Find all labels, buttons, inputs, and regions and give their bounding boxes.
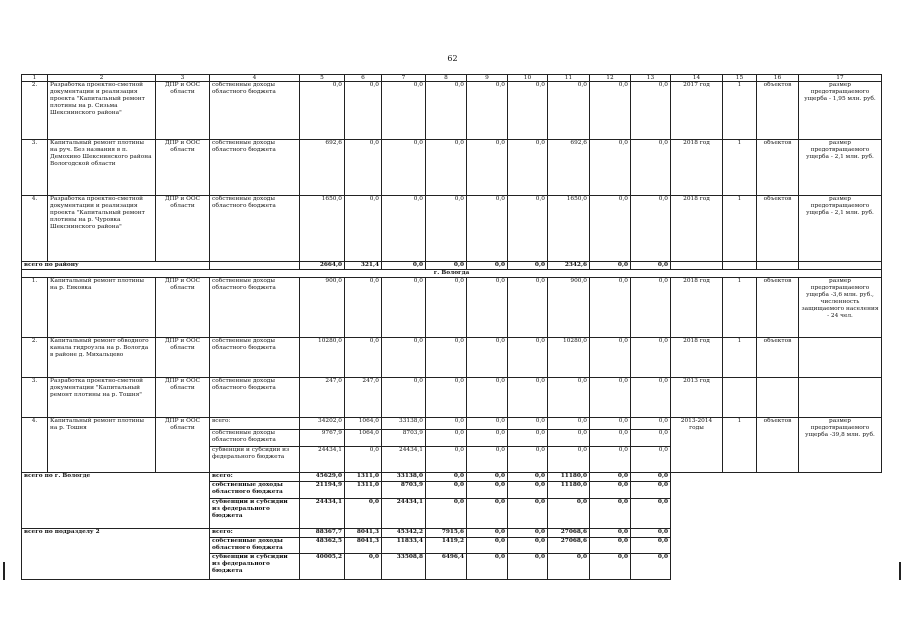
- activity-name: Капитальный ремонт плотины на р. Тошня: [48, 418, 156, 473]
- amount-cell: 24434,1: [300, 499, 345, 529]
- amount-cell: 33508,8: [382, 554, 426, 580]
- table-row: [22, 278, 882, 338]
- amount-cell: 0,0: [631, 499, 671, 529]
- amount-cell: 0,0: [590, 538, 631, 554]
- amount-cell: 40005,2: [300, 554, 345, 580]
- empty-cell: [799, 262, 882, 270]
- right-margin-mark: [899, 562, 901, 580]
- column-number-row: [22, 75, 882, 82]
- amount-cell: 1311,0: [345, 482, 382, 499]
- expected-result: [799, 338, 882, 378]
- quantity: [723, 378, 757, 418]
- amount-cell: 0,0: [548, 82, 590, 140]
- amount-cell: 0,0: [426, 140, 467, 196]
- funding-source: собственные доходы областного бюджета: [210, 482, 300, 499]
- empty-cell: [723, 262, 757, 270]
- amount-cell: 0,0: [300, 82, 345, 140]
- amount-cell: 24434,1: [382, 499, 426, 529]
- amount-cell: 0,0: [508, 278, 548, 338]
- total-label: всего по г. Вологде: [22, 473, 210, 529]
- column-number: 15: [723, 75, 757, 82]
- amount-cell: 0,0: [467, 482, 508, 499]
- amount-cell: 0,0: [631, 196, 671, 262]
- column-number: 10: [508, 75, 548, 82]
- funding-source: собственные доходы областного бюджета: [210, 430, 300, 447]
- period: 2017 год: [671, 82, 723, 140]
- amount-cell: 10280,0: [300, 338, 345, 378]
- column-number: 3: [156, 75, 210, 82]
- quantity: 1: [723, 82, 757, 140]
- funding-source: собственные доходы областного бюджета: [210, 538, 300, 554]
- amount-cell: 0,0: [548, 430, 590, 447]
- unit: объектов: [757, 278, 799, 338]
- amount-cell: 24434,1: [382, 447, 426, 473]
- amount-cell: 0,0: [467, 262, 508, 270]
- quantity: 1: [723, 196, 757, 262]
- amount-cell: 0,0: [426, 430, 467, 447]
- amount-cell: 0,0: [467, 447, 508, 473]
- table-row: [22, 140, 882, 196]
- funding-source: всего:: [210, 418, 300, 430]
- executor: ДПР и ООС области: [156, 418, 210, 473]
- amount-cell: 0,0: [590, 262, 631, 270]
- table-row: [22, 378, 882, 418]
- amount-cell: 33138,0: [382, 418, 426, 430]
- table-row: [22, 418, 882, 430]
- column-number: 8: [426, 75, 467, 82]
- funding-source: субвенции и субсидии из федерального бюджета: [210, 554, 300, 580]
- amount-cell: 6496,4: [426, 554, 467, 580]
- period: 2018 год: [671, 338, 723, 378]
- amount-cell: 0,0: [426, 196, 467, 262]
- amount-cell: 0,0: [590, 430, 631, 447]
- column-number: 1: [22, 75, 48, 82]
- column-number: 17: [799, 75, 882, 82]
- amount-cell: 7915,6: [426, 529, 467, 538]
- amount-cell: 0,0: [345, 447, 382, 473]
- amount-cell: 10280,0: [548, 338, 590, 378]
- activity-name: Разработка проектно-сметной документации "Капитальный ремонт плотины на р. Тошня": [48, 378, 156, 418]
- column-number: 6: [345, 75, 382, 82]
- period: 2018 год: [671, 278, 723, 338]
- amount-cell: 247,0: [345, 378, 382, 418]
- amount-cell: 0,0: [426, 378, 467, 418]
- activity-name: Капитальный ремонт плотины на р. Евковка: [48, 278, 156, 338]
- left-margin-mark: [3, 562, 5, 580]
- amount-cell: 0,0: [508, 447, 548, 473]
- amount-cell: 0,0: [467, 140, 508, 196]
- amount-cell: 21194,9: [300, 482, 345, 499]
- row-number: 1.: [22, 278, 48, 338]
- activity-name: Капитальный ремонт обводного канала гидроузла на р. Вологда в районе д. Михальцево: [48, 338, 156, 378]
- amount-cell: 0,0: [467, 499, 508, 529]
- total-row: [22, 529, 882, 538]
- amount-cell: 0,0: [382, 338, 426, 378]
- amount-cell: 692,6: [300, 140, 345, 196]
- amount-cell: 0,0: [508, 499, 548, 529]
- executor: ДПР и ООС области: [156, 196, 210, 262]
- amount-cell: 0,0: [426, 338, 467, 378]
- amount-cell: 0,0: [426, 418, 467, 430]
- amount-cell: 0,0: [467, 538, 508, 554]
- amount-cell: 0,0: [508, 473, 548, 482]
- amount-cell: 0,0: [631, 140, 671, 196]
- amount-cell: 0,0: [631, 418, 671, 430]
- amount-cell: 0,0: [631, 338, 671, 378]
- amount-cell: 0,0: [590, 378, 631, 418]
- amount-cell: 0,0: [382, 196, 426, 262]
- funding-source: всего:: [210, 473, 300, 482]
- funding-source: [210, 262, 300, 270]
- expected-result: размер предотвращаемого ущерба - 1,95 млн. руб.: [799, 82, 882, 140]
- column-number: 13: [631, 75, 671, 82]
- amount-cell: 0,0: [631, 430, 671, 447]
- amount-cell: 0,0: [590, 529, 631, 538]
- amount-cell: 0,0: [590, 140, 631, 196]
- amount-cell: 0,0: [548, 554, 590, 580]
- amount-cell: 0,0: [345, 196, 382, 262]
- amount-cell: 0,0: [508, 554, 548, 580]
- amount-cell: 0,0: [382, 140, 426, 196]
- expected-result: размер предотвращаемого ущерба - 2,1 млн. руб.: [799, 196, 882, 262]
- amount-cell: 45342,2: [382, 529, 426, 538]
- column-number: 7: [382, 75, 426, 82]
- expected-result: размер предотвращаемого ущерба - 2,1 млн. руб.: [799, 140, 882, 196]
- amount-cell: 0,0: [508, 430, 548, 447]
- amount-cell: 88367,7: [300, 529, 345, 538]
- amount-cell: 45629,0: [300, 473, 345, 482]
- amount-cell: 0,0: [345, 278, 382, 338]
- amount-cell: 0,0: [467, 196, 508, 262]
- amount-cell: 27068,6: [548, 529, 590, 538]
- amount-cell: 900,0: [300, 278, 345, 338]
- amount-cell: 0,0: [590, 473, 631, 482]
- amount-cell: 0,0: [590, 196, 631, 262]
- amount-cell: 0,0: [426, 447, 467, 473]
- amount-cell: 0,0: [631, 378, 671, 418]
- amount-cell: 8703,9: [382, 482, 426, 499]
- amount-cell: 0,0: [426, 278, 467, 338]
- amount-cell: 0,0: [548, 418, 590, 430]
- unit: объектов: [757, 338, 799, 378]
- column-number: 5: [300, 75, 345, 82]
- amount-cell: 0,0: [426, 499, 467, 529]
- amount-cell: 8703,9: [382, 430, 426, 447]
- table-row: [22, 82, 882, 140]
- section-row: [22, 270, 882, 278]
- amount-cell: 0,0: [467, 554, 508, 580]
- empty-cell: [671, 262, 723, 270]
- amount-cell: 34202,0: [300, 418, 345, 430]
- amount-cell: 0,0: [508, 529, 548, 538]
- period: 2018 год: [671, 196, 723, 262]
- amount-cell: 27068,6: [548, 538, 590, 554]
- column-number: 9: [467, 75, 508, 82]
- amount-cell: 0,0: [467, 278, 508, 338]
- column-number: 12: [590, 75, 631, 82]
- quantity: 1: [723, 278, 757, 338]
- row-number: 4.: [22, 418, 48, 473]
- amount-cell: 0,0: [590, 447, 631, 473]
- amount-cell: 0,0: [590, 278, 631, 338]
- total-row: [22, 262, 882, 270]
- funding-source: собственные доходы областного бюджета: [210, 278, 300, 338]
- total-label: всего по району: [22, 262, 210, 270]
- amount-cell: 11833,4: [382, 538, 426, 554]
- section-title: г. Вологда: [22, 270, 882, 278]
- amount-cell: 0,0: [590, 482, 631, 499]
- period: 2013-2014 годы: [671, 418, 723, 473]
- unit: объектов: [757, 140, 799, 196]
- unit: объектов: [757, 82, 799, 140]
- period: 2013 год: [671, 378, 723, 418]
- empty-cell: [757, 262, 799, 270]
- unit: [757, 378, 799, 418]
- amount-cell: 2664,0: [300, 262, 345, 270]
- amount-cell: 0,0: [508, 378, 548, 418]
- column-number: 16: [757, 75, 799, 82]
- amount-cell: 0,0: [426, 482, 467, 499]
- amount-cell: 0,0: [345, 499, 382, 529]
- amount-cell: 1650,0: [300, 196, 345, 262]
- row-number: 3.: [22, 140, 48, 196]
- total-row: [22, 473, 882, 482]
- funding-source: собственные доходы областного бюджета: [210, 140, 300, 196]
- funding-source: собственные доходы областного бюджета: [210, 338, 300, 378]
- amount-cell: 0,0: [508, 140, 548, 196]
- row-number: 2.: [22, 338, 48, 378]
- amount-cell: 1064,0: [345, 418, 382, 430]
- executor: ДПР и ООС области: [156, 82, 210, 140]
- amount-cell: 0,0: [467, 82, 508, 140]
- amount-cell: 1419,2: [426, 538, 467, 554]
- table-row: [22, 338, 882, 378]
- funding-source: субвенции и субсидии из федерального бюджета: [210, 447, 300, 473]
- executor: ДПР и ООС области: [156, 378, 210, 418]
- amount-cell: 0,0: [508, 82, 548, 140]
- empty-cell: [671, 473, 882, 529]
- amount-cell: 0,0: [345, 140, 382, 196]
- executor: ДПР и ООС области: [156, 338, 210, 378]
- quantity: 1: [723, 338, 757, 378]
- table-row: [22, 196, 882, 262]
- expected-result: размер предотвращаемого ущерба -39,8 млн. руб.: [799, 418, 882, 473]
- amount-cell: 0,0: [631, 473, 671, 482]
- activity-name: Разработка проектно-сметной документации и реализация проекта "Капитальный ремонт плотины на р. Чуровка Шекснинского района": [48, 196, 156, 262]
- amount-cell: 11180,0: [548, 482, 590, 499]
- executor: ДПР и ООС области: [156, 278, 210, 338]
- total-label: всего по подразделу 2: [22, 529, 210, 580]
- column-number: 4: [210, 75, 300, 82]
- amount-cell: 900,0: [548, 278, 590, 338]
- row-number: 3.: [22, 378, 48, 418]
- amount-cell: 0,0: [590, 82, 631, 140]
- amount-cell: 48362,5: [300, 538, 345, 554]
- amount-cell: 0,0: [548, 447, 590, 473]
- funding-source: всего:: [210, 529, 300, 538]
- amount-cell: 8041,3: [345, 538, 382, 554]
- amount-cell: 0,0: [631, 262, 671, 270]
- amount-cell: 0,0: [508, 418, 548, 430]
- amount-cell: 0,0: [467, 473, 508, 482]
- funding-source: субвенции и субсидии из федерального бюджета: [210, 499, 300, 529]
- amount-cell: 0,0: [508, 338, 548, 378]
- funding-source: собственные доходы областного бюджета: [210, 378, 300, 418]
- empty-cell: [671, 529, 882, 580]
- funding-source: собственные доходы областного бюджета: [210, 196, 300, 262]
- amount-cell: 0,0: [467, 378, 508, 418]
- page-number: 62: [447, 54, 458, 63]
- amount-cell: 0,0: [508, 196, 548, 262]
- amount-cell: 0,0: [467, 338, 508, 378]
- amount-cell: 0,0: [631, 278, 671, 338]
- amount-cell: 0,0: [590, 554, 631, 580]
- activity-name: Разработка проектно-сметной документации и реализация проекта "Капитальный ремонт плотины на р. Сизьма Шекснинского района": [48, 82, 156, 140]
- amount-cell: 9767,9: [300, 430, 345, 447]
- amount-cell: 0,0: [382, 378, 426, 418]
- executor: ДПР и ООС области: [156, 140, 210, 196]
- row-number: 2.: [22, 82, 48, 140]
- amount-cell: 0,0: [345, 554, 382, 580]
- row-number: 4.: [22, 196, 48, 262]
- amount-cell: 0,0: [590, 418, 631, 430]
- amount-cell: 0,0: [548, 378, 590, 418]
- amount-cell: 1064,0: [345, 430, 382, 447]
- amount-cell: 1650,0: [548, 196, 590, 262]
- amount-cell: 8041,3: [345, 529, 382, 538]
- quantity: 1: [723, 418, 757, 473]
- amount-cell: 0,0: [426, 82, 467, 140]
- period: 2018 год: [671, 140, 723, 196]
- amount-cell: 0,0: [426, 262, 467, 270]
- amount-cell: 0,0: [508, 482, 548, 499]
- unit: объектов: [757, 196, 799, 262]
- amount-cell: 321,4: [345, 262, 382, 270]
- amount-cell: 692,6: [548, 140, 590, 196]
- amount-cell: 0,0: [382, 82, 426, 140]
- amount-cell: 0,0: [590, 338, 631, 378]
- amount-cell: 2342,6: [548, 262, 590, 270]
- amount-cell: 0,0: [467, 418, 508, 430]
- amount-cell: 0,0: [631, 554, 671, 580]
- expected-result: размер предотвращаемого ущерба -3,6 млн. руб., численность защищаемого населения - 24 чел.: [799, 278, 882, 338]
- column-number: 11: [548, 75, 590, 82]
- amount-cell: 0,0: [467, 529, 508, 538]
- amount-cell: 0,0: [590, 499, 631, 529]
- amount-cell: 0,0: [345, 82, 382, 140]
- amount-cell: 0,0: [631, 482, 671, 499]
- amount-cell: 0,0: [345, 338, 382, 378]
- amount-cell: 0,0: [426, 473, 467, 482]
- amount-cell: 0,0: [382, 262, 426, 270]
- amount-cell: 0,0: [508, 538, 548, 554]
- amount-cell: 0,0: [631, 447, 671, 473]
- funding-source: собственные доходы областного бюджета: [210, 82, 300, 140]
- amount-cell: 247,0: [300, 378, 345, 418]
- column-number: 14: [671, 75, 723, 82]
- amount-cell: 33138,0: [382, 473, 426, 482]
- program-table: [21, 74, 882, 580]
- amount-cell: 0,0: [467, 430, 508, 447]
- amount-cell: 0,0: [382, 278, 426, 338]
- amount-cell: 0,0: [631, 82, 671, 140]
- amount-cell: 0,0: [548, 499, 590, 529]
- quantity: 1: [723, 140, 757, 196]
- amount-cell: 24434,1: [300, 447, 345, 473]
- expected-result: [799, 378, 882, 418]
- amount-cell: 0,0: [631, 529, 671, 538]
- amount-cell: 0,0: [508, 262, 548, 270]
- column-number: 2: [48, 75, 156, 82]
- unit: объектов: [757, 418, 799, 473]
- amount-cell: 0,0: [631, 538, 671, 554]
- activity-name: Капитальный ремонт плотины на руч. Без названия в п. Демохино Шекснинского района Вологодской области: [48, 140, 156, 196]
- amount-cell: 1311,0: [345, 473, 382, 482]
- amount-cell: 11180,0: [548, 473, 590, 482]
